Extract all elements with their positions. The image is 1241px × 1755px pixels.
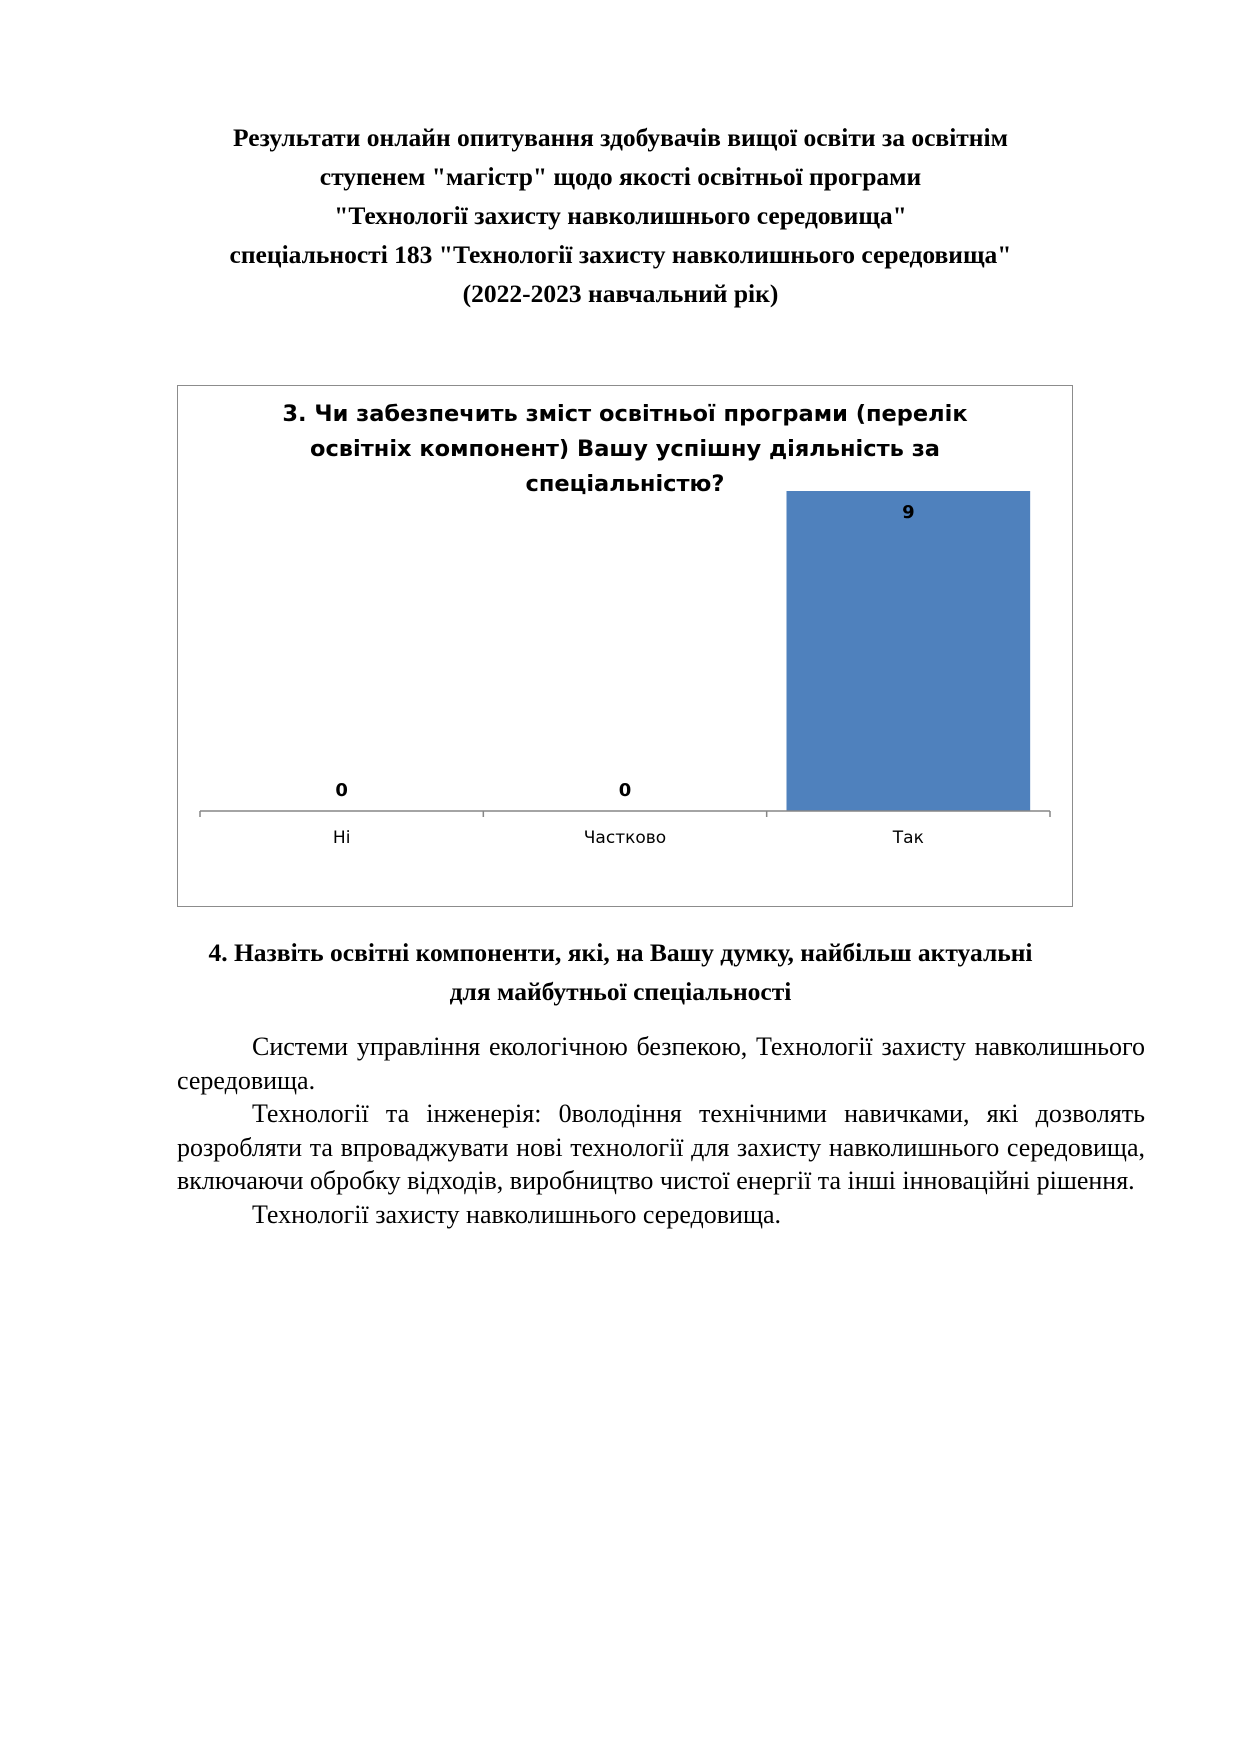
question-4-line: для майбутньої спеціальності xyxy=(449,977,792,1006)
heading-line: (2022-2023 навчальний рік) xyxy=(462,279,779,308)
chart-title-line: спеціальністю? xyxy=(525,471,725,497)
tick-label: Так xyxy=(892,828,924,848)
answer-paragraph: Технології захисту навколишнього середовища. xyxy=(252,1199,782,1229)
tick-label: Частково xyxy=(583,828,667,848)
chart-title xyxy=(282,401,967,497)
document-heading xyxy=(150,118,1091,313)
heading-line: спеціальності 183 "Технології захисту навколишнього середовища" xyxy=(229,240,1012,269)
chart-title-line: освітніх компонент) Вашу успішну діяльність за xyxy=(310,436,940,462)
chart-title-line: 3. Чи забезпечить зміст освітньої програми (перелік xyxy=(282,401,968,427)
heading-line: "Технології захисту навколишнього середовища" xyxy=(334,201,907,230)
answer-paragraph: Технології та інженерія: 0володіння технічними навичками, які дозволять розробляти та впроваджувати нові технології для захисту навколишнього середовища, включаючи обробку відходів, виробництво чистої енергії та інші інноваційні рішення. xyxy=(177,1099,1145,1195)
chart-x-axis xyxy=(200,811,1050,817)
data-label: 9 xyxy=(902,502,915,523)
bar xyxy=(787,491,1031,811)
data-label: 0 xyxy=(335,780,348,801)
chart-bars xyxy=(787,491,1031,811)
chart-tick-labels xyxy=(333,828,924,848)
data-label: 0 xyxy=(618,780,632,801)
question-4-heading xyxy=(150,933,1091,1011)
heading-line: Результати онлайн опитування здобувачів вищої освіти за освітнім xyxy=(233,123,1008,152)
chart-canvas xyxy=(178,386,1072,906)
question-4-line: 4. Назвіть освітні компоненти, які, на Вашу думку, найбільш актуальні xyxy=(208,938,1033,967)
tick-label: Ні xyxy=(332,828,351,848)
answer-paragraph: Системи управління екологічною безпекою, Технології захисту навколишнього середовища. xyxy=(177,1032,1145,1095)
answers-block xyxy=(177,1030,1145,1231)
survey-chart xyxy=(177,385,1073,907)
heading-line: ступенем "магістр" щодо якості освітньої програми xyxy=(319,162,922,191)
